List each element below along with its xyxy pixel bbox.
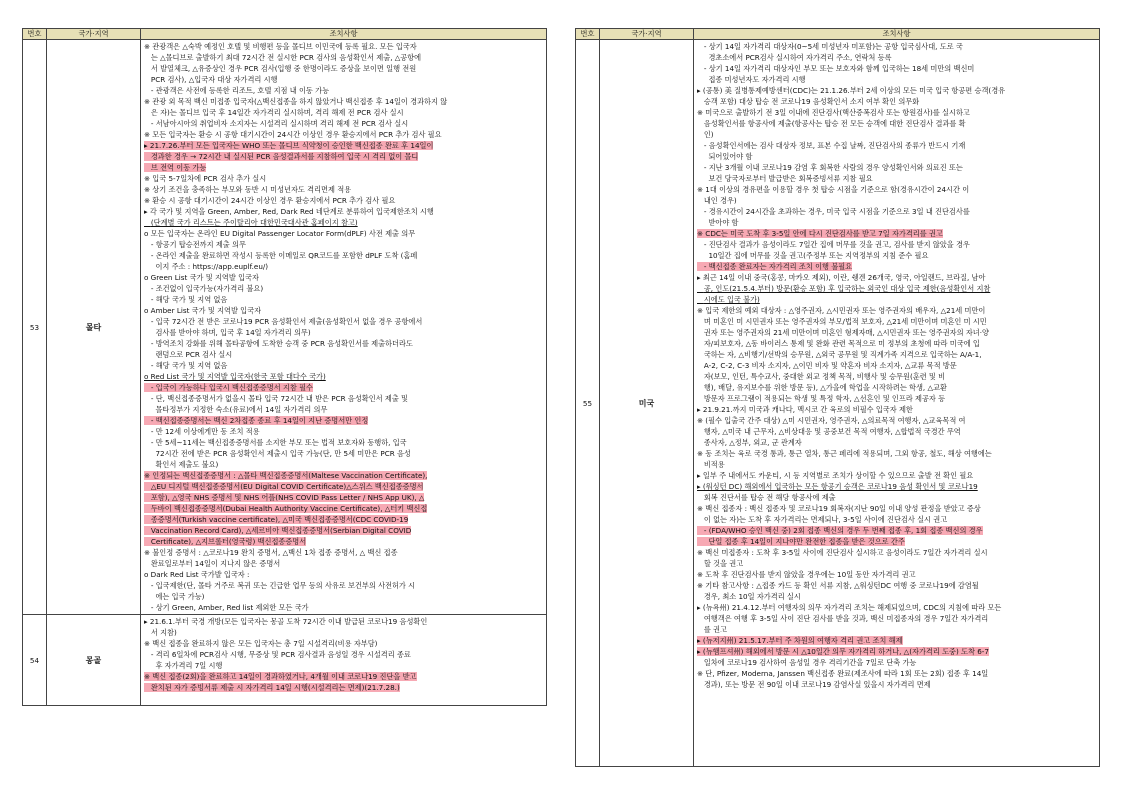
- table-header-row: [576, 29, 1100, 40]
- measure-line: 몰타정부가 지정한 숙소(유료)에서 14일 자가격리 의무: [144, 405, 328, 414]
- header-nation: 국가·지역: [600, 29, 694, 40]
- measure-line: o Green List 국가 및 지역발 입국자: [144, 273, 259, 282]
- measures-text-53: [144, 41, 543, 613]
- measure-line: 후 자가격리 7일 시행: [144, 661, 223, 670]
- measure-line: ※ 입국 제한의 예외 대상자 : △영주권자, △시민권자 또는 영주권자의 배우자, △21세 미만이: [697, 306, 986, 315]
- measure-line: ▸ 일부 주 내에서도 카운티, 시 등 지역별로 조치가 상이할 수 있으므로 출발 전 확인 필요: [697, 471, 974, 480]
- measure-line: 이 없는 자)는 도착 후 자가격리는 면제되나, 3-5일 사이에 진단검사 실시 권고: [697, 515, 948, 524]
- measure-line: - 음성확인서에는 검사 대상자 정보, 표본 수집 날짜, 진단검사의 종류가 반드시 기재: [697, 141, 966, 150]
- measure-line: 브 전역 이동 가능: [144, 163, 207, 172]
- measure-line: ※ 단, Pfizer, Moderna, Janssen 백신접종 완료(제조사에 따라 1회 또는 2회) 접종 후 14일: [697, 669, 989, 678]
- measure-line: ※ 1대 이상의 경유편을 이용할 경우 첫 탑승 시점을 기준으로 함(경유시간이 24시간 이: [697, 185, 970, 194]
- measure-line: ▸ (뉴저지州) 21.5.17.부터 주 차원의 여행자 격리 권고 조치 해제: [697, 636, 903, 645]
- measure-line: ▸ 21.7.26.부터 모든 입국자는 WHO 또는 몰디브 식약청이 승인한 백신접종 완료 후 14일이: [144, 141, 434, 150]
- measure-line: 자(보모, 인턴, 특수교사, 중대한 외교 정책 목적, 비행사 및 승무원(훈련 및 비: [697, 372, 946, 381]
- measure-line: 랜덤으로 PCR 검사 실시: [144, 350, 233, 359]
- measure-line: 서 발열체크, △유증상인 경우 PCR 검사(입행 중 한명이라도 증상을 보이면 일행 전원: [144, 64, 417, 73]
- measure-line: 완치된 자가 증빙서류 제출 시 자가격리 14일 시행(시설격리는 면제)(21.7.28.): [144, 683, 400, 692]
- measure-line: 행), 배달, 유지보수를 위한 방문 등), △가을에 학업을 시작하려는 학생, △교환: [697, 383, 947, 392]
- header-num: 번호: [576, 29, 600, 40]
- measures-cell: [141, 40, 547, 615]
- measure-line: ▸ 각 국가 및 지역을 Green, Amber, Red, Dark Red 네단계로 분류하여 입국제한조치 시행: [144, 207, 434, 216]
- measure-line: 권자 또는 영주권자의 21세 미만이며 미혼인 형제자매, △시민권자 또는 영주권자의 자녀·양: [697, 328, 989, 337]
- measure-line: 경초소에서 PCR검사 실시하여 자가격리 주소, 연락처 등록: [697, 53, 892, 62]
- row-number: 55: [576, 40, 600, 767]
- measure-line: - 조건없이 입국가능(자가격리 불요): [144, 284, 264, 293]
- measure-line: 되어있어야 함: [697, 152, 753, 161]
- measure-line: 이지 주소 : https://app.euplf.eu/): [144, 262, 269, 271]
- measure-line: 인): [697, 130, 714, 139]
- measures-cell: [694, 40, 1100, 767]
- measure-line: 경과한 경우 → 72시간 내 실시된 PCR 음성결과서를 지참하여 입국 시 격리 없이 몰디: [144, 152, 419, 161]
- measure-line: - 경유시간이 24시간을 초과하는 경우, 미국 입국 시점을 기준으로 3일 내 진단검사를: [697, 207, 970, 216]
- measure-line: 며 미혼인 미 시민권자 또는 영주권자의 부모/법적 보호자, △21세 미만이며 미혼인 미 시민: [697, 317, 987, 326]
- measures-cell: [141, 615, 547, 706]
- measure-line: 행자, △미국 내 근무자, △비상대응 및 공중보건 목적 여행자, △합법적 국경간 무역: [697, 427, 961, 436]
- measures-text-54: [144, 616, 543, 693]
- measure-line: - 만 5세~11세는 백신접종증명서를 소지한 부모 또는 법적 보호자와 동행하, 입국: [144, 438, 407, 447]
- measure-line: ※ 입국 5-7일차에 PCR 검사 추가 실시: [144, 174, 267, 183]
- measure-line: - 입국이 가능하나 입국시 백신접종증명서 지참 필수: [144, 383, 313, 392]
- measure-line: - 격리 6일차에 PCR검사 시행, 무증상 및 PCR 검사결과 음성일 경우 시설격리 종료: [144, 650, 411, 659]
- measure-line: ※ (필수 입출국 간주 대상) △미 시민권자, 영주권자, △의료목적 여행자, △교육목적 여: [697, 416, 966, 425]
- header-num: 번호: [23, 29, 47, 40]
- measure-line: 접종 미성년자도 자가격리 시행: [697, 75, 806, 84]
- measure-line: ▸ (뉴햄프셔州) 해외에서 방문 시 △10일간 의무 자가격리 하거나, △(자가격리 도중) 도착 6-7: [697, 647, 989, 656]
- row-number: 54: [23, 615, 47, 706]
- measure-line: ▸ 21.6.1.부터 국경 개방(모든 입국자는 몽골 도착 72시간 이내 발급된 코로나19 음성확인: [144, 617, 428, 626]
- table-row-usa: [576, 40, 1100, 767]
- measure-line: ※ 모든 입국자는 환승 시 공항 대기시간이 24시간 이상인 경우 환승지에서 PCR 추가 검사 필요: [144, 130, 442, 139]
- measure-line: - 상기 14일 자가격리 대상자인 부모 또는 보호자와 함께 입국하는 18세 미만의 백신미: [697, 64, 975, 73]
- measure-line: - 상기 Green, Amber, Red list 제외한 모든 국가: [144, 603, 309, 612]
- measure-line: 종사자, △정부, 외교, 군 관계자: [697, 438, 802, 447]
- measure-line: o Red List 국가 및 지역발 입국자(한국 포함 대다수 국가): [144, 372, 326, 381]
- measure-line: ※ 불인정 증명서 : △코로나19 완치 증명서, △백신 1차 접종 증명서, △ 백신 접종: [144, 548, 398, 557]
- measure-line: Certificate), △지브롤터(영국령) 백신접종증명서: [144, 537, 307, 546]
- measure-line: 할 것을 권고: [697, 559, 744, 568]
- measure-line: 일차에 코로나19 검사하여 음성일 경우 격리기간을 7일로 단축 가능: [697, 658, 917, 667]
- measure-line: o Dark Red List 국가발 입국자 :: [144, 570, 250, 579]
- measure-line: 에는 입국 가능): [144, 592, 205, 601]
- measure-line: 확인서 제출도 불요): [144, 460, 219, 469]
- measure-line: - 해당 국가 및 지역 없음: [144, 361, 228, 370]
- measure-line: PCR 검사), △입국자 대상 자가격리 시행: [144, 75, 278, 84]
- measures-table-right: [575, 28, 1100, 767]
- measure-line: 자/피보호자, △동 바이러스 통제 및 완화 관련 목적으로 미 정부의 초청에 따라 미국에 입: [697, 339, 980, 348]
- measure-line: - 항공기 탑승전까지 제출 의무: [144, 240, 246, 249]
- measure-line: ※ 환승 시 공항 대기시간이 24시간 이상인 경우 환승지에서 PCR 추가 검사 필요: [144, 196, 396, 205]
- measure-line: o 모든 입국자는 온라인 EU Digital Passenger Locator Form(dPLF) 사전 제출 의무: [144, 229, 416, 238]
- measure-line: - 진단검사 결과가 음성이라도 7일간 집에 머무를 것을 권고, 검사를 받지 않았을 경우: [697, 240, 970, 249]
- measure-line: 시에도 입국 불가): [697, 295, 760, 304]
- measure-line: 방문자 프로그램이 적용되는 학생 및 특정 학자, △선흔인 및 인프라 제공자 등: [697, 394, 946, 403]
- measure-line: ※ 백신 접종을 완료하지 않은 모든 입국자는 총 7일 시설격리(비용 자부담): [144, 639, 378, 648]
- measure-line: ※ 미국으로 출발하기 전 3일 이내에 진단검사(핵산증폭검사 또는 항원검사)를 실시하고: [697, 108, 970, 117]
- measures-text-55: [697, 41, 1096, 690]
- measure-line: - 단, 백신접종증명서가 없을시 몰타 입국 72시간 내 받은 PCR 음성확인서 제출 및: [144, 394, 409, 403]
- nation-name: 미국: [600, 40, 694, 767]
- measure-line: 종증명서(Turkish vaccine certificate), △미국 백신접종증명서(CDC COVID-19: [144, 515, 409, 524]
- measure-line: - 입국제한(단, 몰타 거주로 복귀 또는 긴급한 업무 등의 사유로 보건부의 사전허가 시: [144, 581, 416, 590]
- measure-line: 완료일로부터 14일이 지나지 않은 증명서: [144, 559, 281, 568]
- measure-line: A-2, C-2, C-3 비자 소지자, △이민 비자 및 약혼자 비자 소지자, △교류 목적 방문: [697, 361, 957, 370]
- measure-line: 단일 접종 후 14일이 지나야만 완전한 접종을 받은 것으로 간주: [697, 537, 905, 546]
- measure-line: - 해당 국가 및 지역 없음: [144, 295, 228, 304]
- measure-line: 는 △몰디브로 출발하기 최대 72시간 전 실시한 PCR 검사의 음성확인서 제출, △공항에: [144, 53, 422, 62]
- measure-line: ▸ 최근 14일 이내 중국(홍콩, 마카오 제외), 이란, 쉥겐 26개국, 영국, 아일랜드, 브라질, 남아: [697, 273, 986, 282]
- measure-line: ▸ 21.9.21.까지 미국과 캐나다, 멕시코 간 육로의 비필수 입국자 제한: [697, 405, 913, 414]
- header-measures: 조치사항: [141, 29, 547, 40]
- measure-line: ※ CDC는 미국 도착 후 3-5일 안에 다시 진단검사를 받고 7일 자가격리를 권고: [697, 229, 943, 238]
- table-header-row: [23, 29, 547, 40]
- measure-line: 승객 포함) 대상 탑승 전 코로나19 음성확인서 소지 여부 확인 의무화: [697, 97, 920, 106]
- measure-line: 를 권고: [697, 625, 727, 634]
- measure-line: - 만 12세 이상에게만 동 조치 적용: [144, 427, 260, 436]
- measure-line: 두바이 백신접종증명서(Dubai Health Authority Vaccine Certificate), △터키 백신접: [144, 504, 428, 513]
- measure-line: 경과), 또는 방문 전 90일 이내 코로나19 감염사실 있을시 자가격리 면제: [697, 680, 931, 689]
- measure-line: - 입국 72시간 전 받은 코로나19 PCR 음성확인서 제출(음성확인서 없을 경우 공항에서: [144, 317, 423, 326]
- measure-line: ※ 관광 외 목적 백신 미접종 입국자(△백신접종을 하지 않았거나 백신접종 후 14일이 경과하지 않: [144, 97, 448, 106]
- measure-line: 공, 인도(21.5.4.부터) 방문(환승 포함) 후 입국하는 외국인 대상 입국 제한(음성확인서 지참: [697, 284, 991, 293]
- measure-line: - 상기 14일 자가격리 대상자(0~5세 미성년자 미포함)는 공항 입국심사대, 도로 국: [697, 42, 963, 51]
- measure-line: 받아야 함: [697, 218, 739, 227]
- measure-line: ※ 백신 접종자 : 백신 접종자 및 코로나19 회복자(지난 90일 이내 양성 판정을 받았고 증상: [697, 504, 981, 513]
- nation-name: 몽골: [47, 615, 141, 706]
- measure-line: - 서남아시아의 취업비자 소지자는 시설격리 실시하며 격리 해제 전 PCR 검사 실시: [144, 119, 409, 128]
- measure-line: ※ 백신 미접종자 : 도착 후 3-5일 사이에 진단검사 실시하고 음성이라도 7일간 자가격리 실시: [697, 548, 988, 557]
- measure-line: ※ 관광객은 △숙박 예정인 호텔 및 비행편 등을 몰디브 이민국에 등록 필요. 모든 입국자: [144, 42, 417, 51]
- measure-line: - 백신접종 완료자는 자가격리 조치 이행 불필요: [697, 262, 853, 271]
- measure-line: Vaccination Record Card), △세르비아 백신접종증명서(Serbian Digital COVID: [144, 526, 412, 535]
- measure-line: 보건 당국자로부터 발급받은 회복증빙서류 지참 필요: [697, 174, 873, 183]
- measure-line: - 지난 3개월 이내 코로나19 감염 후 회복한 사람의 경우 양성확인서와 의료진 또는: [697, 163, 963, 172]
- measure-line: - 백신접종증명서는 백신 2차접종 종료 후 14일이 지난 증명서만 인정: [144, 416, 369, 425]
- measure-line: - 온라인 제출을 완료하면 작성시 등록한 이메일로 QR코드를 포함한 dPLF 도착 (홈페: [144, 251, 418, 260]
- measure-line: 72시간 전에 받은 PCR 음성확인서 제출시 입국 가능(단, 만 5세 미만은 PCR 음성: [144, 449, 411, 458]
- measure-line: ※ 인정되는 백신접종증명서 : △몰타 백신접종증명서(Maltese Vaccination Certificate),: [144, 471, 428, 480]
- measure-line: ※ 기타 참고사항 : △접종 카드 등 확인 서류 지참, △워싱턴DC 여행 중 코로나19에 감염될: [697, 581, 979, 590]
- table-row-malta: [23, 40, 547, 615]
- measure-line: 내인 경우): [697, 196, 737, 205]
- measure-line: ※ 도착 후 진단검사를 받지 않았을 경우에는 10일 동안 자가격리 권고: [697, 570, 916, 579]
- table-row-mongolia: [23, 615, 547, 706]
- measure-line: ※ 동 조치는 육로 국경 통과, 통근 열차, 통근 페리에 적용되며, 그외 항공, 철도, 해상 여행에는: [697, 449, 992, 458]
- measure-line: 서 지참): [144, 628, 177, 637]
- measure-line: 국하는 자, △비행기/선박의 승무원, △외국 공무원 및 직계가족 지격으로 입국하는 A/A-1,: [697, 350, 982, 359]
- page-right: [575, 28, 1100, 765]
- measure-line: 여행객은 여행 후 3-5일 사이 진단 검사를 받을 것과, 백신 미접종자의 경우 7일간 자가격리: [697, 614, 989, 623]
- measure-line: 검사를 받아야 하며, 입국 후 14일 자가격리 의무): [144, 328, 311, 337]
- measure-line: o Amber List 국가 및 지역발 입국자: [144, 306, 262, 315]
- measure-line: ※ 상기 조건을 충족하는 부모와 동반 시 미성년자도 격리면제 적용: [144, 185, 352, 194]
- measure-line: 10일간 집에 머무를 것을 권고(주정부 또는 지역정부의 지침 준수 필요: [697, 251, 929, 260]
- measure-line: - (FDA/WHO 승인 백신 중) 2회 접종 백신의 경우 두 번째 접종 후, 1회 접종 백신의 경우: [697, 526, 983, 535]
- measure-line: 은 자)는 몰디브 입국 후 14일간 자가격리 실시하며, 격리 해제 전 PCR 검사 실시: [144, 108, 404, 117]
- measure-line: 회복 진단서를 탑승 전 해당 항공사에 제출: [697, 493, 836, 502]
- measure-line: 비적용: [697, 460, 725, 469]
- measure-line: ▸ (워싱턴 DC) 해외에서 입국하는 모든 항공기 승객은 코로나19 음성 확인서 및 코로나19: [697, 482, 978, 491]
- measure-line: 포함), △영국 NHS 증명서 및 NHS 어플(NHS COVID Pass Letter / NHS App UK), △: [144, 493, 425, 502]
- measure-line: (단계별 국가 리스트는 주이탈리아 대한민국대사관 홈페이지 참고): [144, 218, 358, 227]
- measure-line: - 방역조치 강화를 위해 몰타공항에 도착한 승객 중 PCR 음성확인서를 제출하더라도: [144, 339, 413, 348]
- measure-line: ▸ (뉴욕州) 21.4.12.부터 여행자의 의무 자가격리 조치는 해제되었으며, CDC의 지침에 따라 모든: [697, 603, 1002, 612]
- header-measures: 조치사항: [694, 29, 1100, 40]
- nation-name: 몰타: [47, 40, 141, 615]
- measures-table-left: [22, 28, 547, 706]
- header-nation: 국가·지역: [47, 29, 141, 40]
- measure-line: ▸ (공통) 美 질병통제예방센터(CDC)는 21.1.26.부터 2세 이상의 모든 미국 입국 항공편 승객(경유: [697, 86, 1006, 95]
- measure-line: △EU 디지털 백신접종증명서(EU Digital COVID Certificate)△스위스 백신접종증명서: [144, 482, 424, 491]
- measure-line: 경우, 최소 10일 자가격리 실시: [697, 592, 801, 601]
- row-number: 53: [23, 40, 47, 615]
- page-left: [22, 28, 547, 765]
- measure-line: - 관광객은 사전에 등록한 리조트, 호텔 지점 내 이동 가능: [144, 86, 330, 95]
- measure-line: ※ 백신 접종(2회)을 완료하고 14일이 경과하였거나, 4개월 이내 코로나19 진단을 받고: [144, 672, 417, 681]
- measure-line: 음성확인서를 항공사에 제출(항공사는 탑승 전 모든 승객에 대한 진단검사 결과를 확: [697, 119, 966, 128]
